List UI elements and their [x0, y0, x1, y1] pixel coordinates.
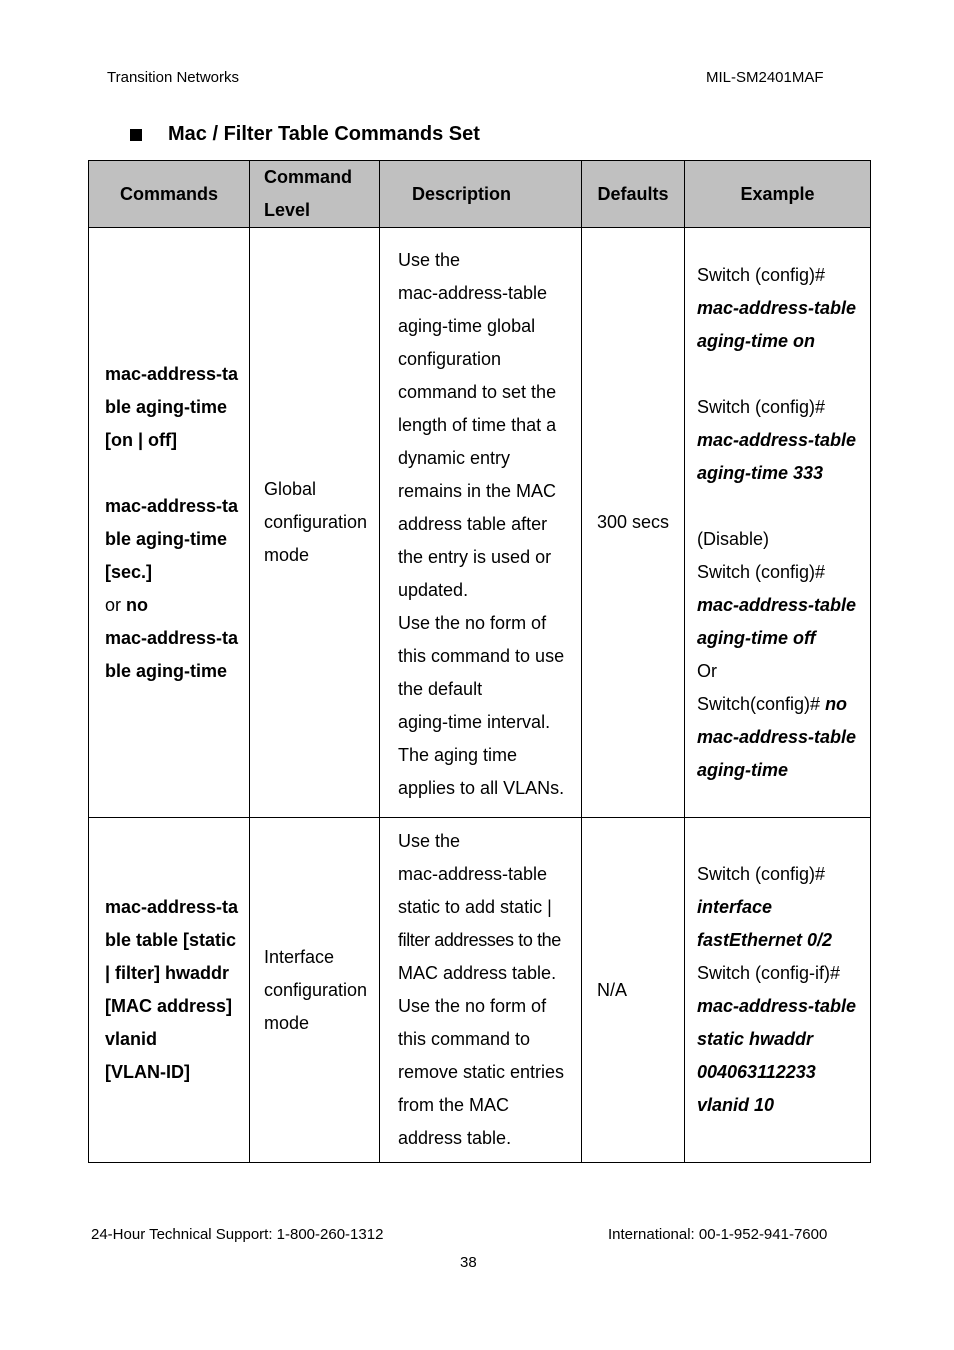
example-command: 004063112233: [697, 1062, 816, 1082]
column-header-command-level: [250, 161, 380, 228]
description-line: filter addresses to the: [398, 930, 561, 950]
column-header-description: Description: [380, 161, 582, 228]
description-line: the default: [398, 679, 483, 699]
command-no-keyword: no: [126, 594, 149, 615]
example-line: Switch (config)#: [697, 264, 826, 285]
column-header-command-level-line2: Level: [264, 200, 311, 220]
description-line: Use the no form of: [398, 996, 547, 1016]
description-line: remove static entries: [398, 1062, 565, 1082]
command-line: ble table [static: [105, 930, 237, 950]
level-line: configuration: [264, 512, 368, 532]
description-line: address table after: [398, 514, 548, 534]
example-command: aging-time on: [697, 330, 815, 351]
footer-support-phone: 24-Hour Technical Support: 1-800-260-1312: [91, 1226, 384, 1243]
command-line: mac-address-ta: [105, 363, 239, 384]
column-header-command-level-line1: Command: [264, 167, 353, 187]
description-cell: [380, 228, 582, 818]
description-line: this command to use: [398, 646, 565, 666]
description-line: The aging time: [398, 745, 518, 765]
example-line: Switch (config)#: [697, 561, 826, 582]
header-model: MIL-SM2401MAF: [706, 69, 824, 86]
level-line: mode: [264, 545, 310, 565]
description-line: Use the: [398, 831, 461, 851]
command-line: | filter] hwaddr: [105, 963, 230, 983]
blank-line: [697, 358, 870, 391]
blank-line: [105, 457, 249, 490]
level-line: Global: [264, 479, 317, 499]
table-header-row: [89, 161, 871, 228]
page-number: 38: [460, 1254, 477, 1271]
description-line: mac-address-table: [398, 864, 548, 884]
square-bullet-icon: [130, 129, 142, 141]
command-line: [VLAN-ID]: [105, 1062, 190, 1082]
section-heading: [130, 123, 480, 146]
blank-line: [697, 490, 870, 523]
description-line: command to set the: [398, 382, 557, 402]
command-line: [sec.]: [105, 561, 153, 582]
example-line: (Disable): [697, 528, 770, 549]
header-company: Transition Networks: [107, 69, 239, 86]
example-command: static hwaddr: [697, 1029, 814, 1049]
section-title: Mac / Filter Table Commands Set: [168, 123, 480, 145]
description-line: address table.: [398, 1128, 512, 1148]
description-line: remains in the MAC: [398, 481, 557, 501]
description-line: from the MAC: [398, 1095, 510, 1115]
example-command: aging-time off: [697, 627, 816, 648]
example-command: aging-time: [697, 759, 789, 780]
description-line: applies to all VLANs.: [398, 778, 565, 798]
description-line: updated.: [398, 580, 469, 600]
example-no-keyword: no: [825, 693, 848, 714]
example-cell: [685, 818, 871, 1163]
description-line: configuration: [398, 349, 502, 369]
command-line: [on | off]: [105, 429, 177, 450]
example-line: [697, 688, 870, 721]
table-row: [89, 818, 871, 1163]
description-line: Use the: [398, 250, 461, 270]
example-line: Or: [697, 660, 717, 681]
example-prompt: Switch(config)#: [697, 693, 826, 714]
description-line: dynamic entry: [398, 448, 511, 468]
example-command: mac-address-table: [697, 429, 857, 450]
example-command: mac-address-table: [697, 726, 857, 747]
description-cell: [380, 818, 582, 1163]
footer-international-phone: International: 00-1-952-941-7600: [608, 1226, 828, 1243]
example-cell: [685, 228, 871, 818]
example-command: mac-address-table: [697, 594, 857, 615]
column-header-example: Example: [685, 161, 871, 228]
defaults-cell: N/A: [582, 818, 685, 1163]
command-line: vlanid: [105, 1029, 158, 1049]
description-line: mac-address-table: [398, 283, 548, 303]
description-line: Use the no form of: [398, 613, 547, 633]
command-line: mac-address-ta: [105, 897, 239, 917]
example-command: vlanid 10: [697, 1095, 775, 1115]
defaults-cell: 300 secs: [582, 228, 685, 818]
level-line: mode: [264, 1012, 310, 1033]
commands-table: [88, 160, 871, 1163]
commands-cell: [89, 228, 250, 818]
description-line: this command to: [398, 1029, 531, 1049]
command-line: [MAC address]: [105, 996, 233, 1016]
command-line: [105, 589, 249, 622]
command-line: ble aging-time: [105, 660, 228, 681]
description-line: MAC address table.: [398, 963, 557, 983]
command-level-cell: [250, 228, 380, 818]
command-level-cell: [250, 818, 380, 1163]
command-or-text: or: [105, 594, 127, 615]
description-line: static to add static |: [398, 897, 552, 917]
command-line: mac-address-ta: [105, 495, 239, 516]
command-line: mac-address-ta: [105, 627, 239, 648]
example-command: fastEthernet 0/2: [697, 930, 833, 950]
description-line: aging-time global: [398, 316, 536, 336]
example-line: Switch (config-if)#: [697, 963, 841, 983]
commands-cell: [89, 818, 250, 1163]
level-line: Interface: [264, 946, 335, 967]
column-header-defaults: Defaults: [582, 161, 685, 228]
command-line: ble aging-time: [105, 396, 228, 417]
example-command: mac-address-table: [697, 297, 857, 318]
example-command: aging-time 333: [697, 462, 824, 483]
command-line: ble aging-time: [105, 528, 228, 549]
example-command: interface: [697, 897, 773, 917]
example-line: Switch (config)#: [697, 864, 826, 884]
description-line: length of time that a: [398, 415, 557, 435]
example-line: Switch (config)#: [697, 396, 826, 417]
column-header-commands: Commands: [89, 161, 250, 228]
level-line: configuration: [264, 979, 368, 1000]
description-line: aging-time interval.: [398, 712, 551, 732]
table-row: [89, 228, 871, 818]
description-line: the entry is used or: [398, 547, 552, 567]
example-command: mac-address-table: [697, 996, 857, 1016]
